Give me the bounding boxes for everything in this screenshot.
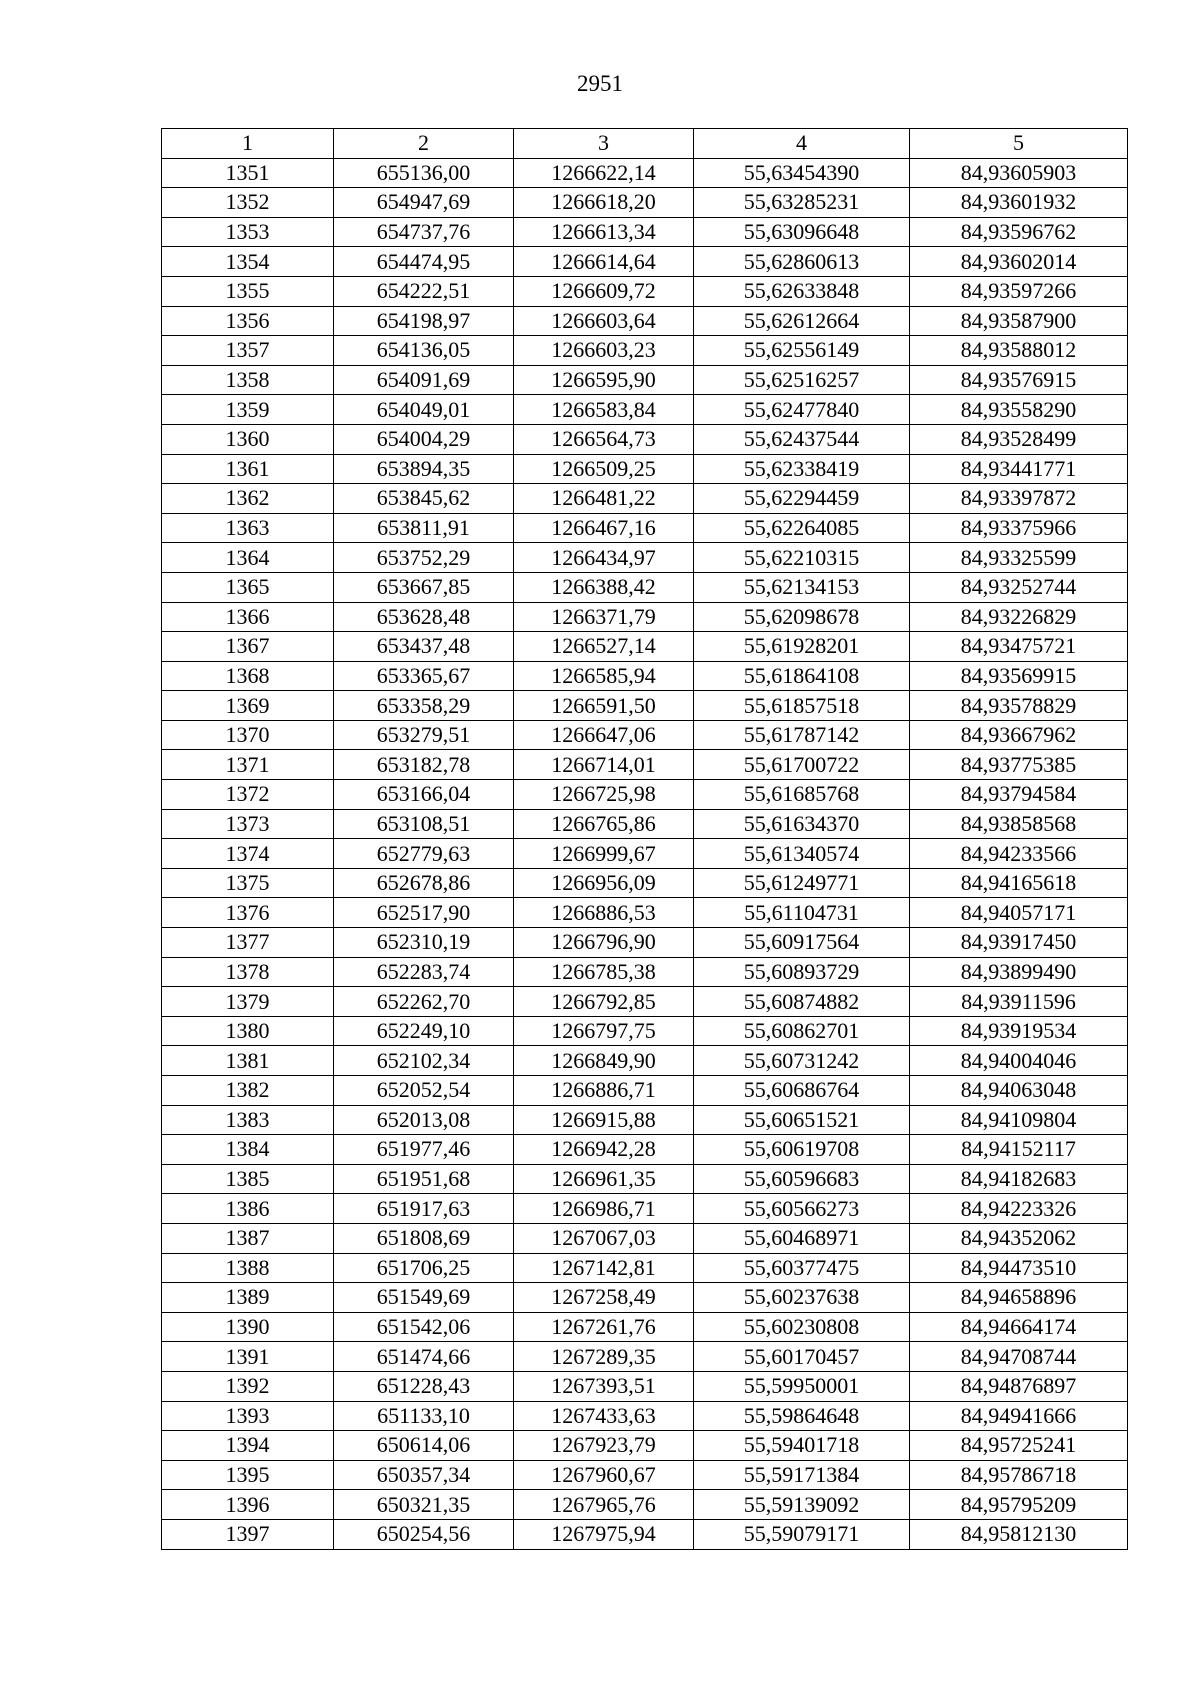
x-coordinate-cell: 653365,67 [334,661,514,691]
x-coordinate-cell: 652283,74 [334,957,514,987]
x-coordinate-cell: 651542,06 [334,1312,514,1342]
x-coordinate-cell: 653437,48 [334,632,514,662]
table-row [162,720,1128,750]
latitude-cell: 55,60651521 [694,1105,910,1135]
longitude-cell: 84,94165618 [910,868,1128,898]
coordinates-table [161,128,1128,1550]
x-coordinate-cell: 653358,29 [334,691,514,721]
column-header-3: 3 [514,129,694,159]
table-row [162,1490,1128,1520]
latitude-cell: 55,62860613 [694,247,910,277]
table-row [162,158,1128,188]
y-coordinate-cell: 1266583,84 [514,395,694,425]
latitude-cell: 55,61685768 [694,780,910,810]
longitude-cell: 84,95795209 [910,1490,1128,1520]
latitude-cell: 55,62294459 [694,484,910,514]
y-coordinate-cell: 1266595,90 [514,365,694,395]
latitude-cell: 55,61634370 [694,809,910,839]
latitude-cell: 55,62633848 [694,276,910,306]
table-row [162,1164,1128,1194]
x-coordinate-cell: 654947,69 [334,188,514,218]
latitude-cell: 55,61104731 [694,898,910,928]
latitude-cell: 55,61787142 [694,720,910,750]
point-number-cell: 1351 [162,158,334,188]
y-coordinate-cell: 1267923,79 [514,1431,694,1461]
y-coordinate-cell: 1267067,03 [514,1223,694,1253]
latitude-cell: 55,60468971 [694,1223,910,1253]
x-coordinate-cell: 655136,00 [334,158,514,188]
longitude-cell: 84,93475721 [910,632,1128,662]
table-row [162,484,1128,514]
point-number-cell: 1394 [162,1431,334,1461]
table-row [162,928,1128,958]
longitude-cell: 84,95786718 [910,1460,1128,1490]
table-row [162,780,1128,810]
latitude-cell: 55,61864108 [694,661,910,691]
y-coordinate-cell: 1267261,76 [514,1312,694,1342]
latitude-cell: 55,61700722 [694,750,910,780]
x-coordinate-cell: 652779,63 [334,839,514,869]
point-number-cell: 1353 [162,217,334,247]
longitude-cell: 84,93441771 [910,454,1128,484]
latitude-cell: 55,63285231 [694,188,910,218]
longitude-cell: 84,94063048 [910,1076,1128,1106]
longitude-cell: 84,93917450 [910,928,1128,958]
latitude-cell: 55,60893729 [694,957,910,987]
table-row [162,1342,1128,1372]
point-number-cell: 1379 [162,987,334,1017]
table-row [162,424,1128,454]
longitude-cell: 84,94233566 [910,839,1128,869]
x-coordinate-cell: 651951,68 [334,1164,514,1194]
y-coordinate-cell: 1266886,71 [514,1076,694,1106]
latitude-cell: 55,59950001 [694,1371,910,1401]
point-number-cell: 1362 [162,484,334,514]
latitude-cell: 55,60917564 [694,928,910,958]
table-row [162,691,1128,721]
point-number-cell: 1396 [162,1490,334,1520]
longitude-cell: 84,93558290 [910,395,1128,425]
y-coordinate-cell: 1266961,35 [514,1164,694,1194]
point-number-cell: 1383 [162,1105,334,1135]
point-number-cell: 1372 [162,780,334,810]
y-coordinate-cell: 1266986,71 [514,1194,694,1224]
latitude-cell: 55,62477840 [694,395,910,425]
longitude-cell: 84,93578829 [910,691,1128,721]
x-coordinate-cell: 650321,35 [334,1490,514,1520]
y-coordinate-cell: 1266585,94 [514,661,694,691]
table-row [162,1194,1128,1224]
latitude-cell: 55,62516257 [694,365,910,395]
x-coordinate-cell: 653108,51 [334,809,514,839]
y-coordinate-cell: 1266647,06 [514,720,694,750]
x-coordinate-cell: 651977,46 [334,1135,514,1165]
y-coordinate-cell: 1266564,73 [514,424,694,454]
y-coordinate-cell: 1266618,20 [514,188,694,218]
table-row [162,454,1128,484]
longitude-cell: 84,94109804 [910,1105,1128,1135]
x-coordinate-cell: 651808,69 [334,1223,514,1253]
column-header-5: 5 [910,129,1128,159]
point-number-cell: 1356 [162,306,334,336]
x-coordinate-cell: 651133,10 [334,1401,514,1431]
longitude-cell: 84,94664174 [910,1312,1128,1342]
x-coordinate-cell: 654004,29 [334,424,514,454]
y-coordinate-cell: 1266886,53 [514,898,694,928]
latitude-cell: 55,60377475 [694,1253,910,1283]
point-number-cell: 1370 [162,720,334,750]
latitude-cell: 55,60230808 [694,1312,910,1342]
point-number-cell: 1387 [162,1223,334,1253]
point-number-cell: 1358 [162,365,334,395]
latitude-cell: 55,62098678 [694,602,910,632]
point-number-cell: 1374 [162,839,334,869]
table-row [162,661,1128,691]
point-number-cell: 1369 [162,691,334,721]
x-coordinate-cell: 654049,01 [334,395,514,425]
x-coordinate-cell: 651474,66 [334,1342,514,1372]
latitude-cell: 55,60686764 [694,1076,910,1106]
latitude-cell: 55,62556149 [694,336,910,366]
point-number-cell: 1376 [162,898,334,928]
table-row [162,365,1128,395]
table-row [162,1253,1128,1283]
longitude-cell: 84,93596762 [910,217,1128,247]
x-coordinate-cell: 653279,51 [334,720,514,750]
table-row [162,1223,1128,1253]
latitude-cell: 55,60874882 [694,987,910,1017]
table-row [162,1431,1128,1461]
point-number-cell: 1384 [162,1135,334,1165]
column-header-4: 4 [694,129,910,159]
longitude-cell: 84,93226829 [910,602,1128,632]
longitude-cell: 84,93919534 [910,1016,1128,1046]
y-coordinate-cell: 1267142,81 [514,1253,694,1283]
x-coordinate-cell: 652013,08 [334,1105,514,1135]
y-coordinate-cell: 1267393,51 [514,1371,694,1401]
y-coordinate-cell: 1266792,85 [514,987,694,1017]
y-coordinate-cell: 1267960,67 [514,1460,694,1490]
longitude-cell: 84,94708744 [910,1342,1128,1372]
y-coordinate-cell: 1266388,42 [514,572,694,602]
point-number-cell: 1385 [162,1164,334,1194]
table-row [162,1105,1128,1135]
table-row [162,276,1128,306]
y-coordinate-cell: 1267975,94 [514,1519,694,1549]
table-row [162,809,1128,839]
y-coordinate-cell: 1266467,16 [514,513,694,543]
x-coordinate-cell: 651706,25 [334,1253,514,1283]
x-coordinate-cell: 651228,43 [334,1371,514,1401]
x-coordinate-cell: 652249,10 [334,1016,514,1046]
point-number-cell: 1371 [162,750,334,780]
point-number-cell: 1363 [162,513,334,543]
y-coordinate-cell: 1266609,72 [514,276,694,306]
y-coordinate-cell: 1266622,14 [514,158,694,188]
longitude-cell: 84,93899490 [910,957,1128,987]
y-coordinate-cell: 1266956,09 [514,868,694,898]
point-number-cell: 1359 [162,395,334,425]
x-coordinate-cell: 653667,85 [334,572,514,602]
longitude-cell: 84,93588012 [910,336,1128,366]
latitude-cell: 55,61249771 [694,868,910,898]
page-number: 2951 [577,71,623,96]
longitude-cell: 84,94876897 [910,1371,1128,1401]
table-row [162,1401,1128,1431]
table-row [162,632,1128,662]
table-row [162,247,1128,277]
x-coordinate-cell: 652678,86 [334,868,514,898]
latitude-cell: 55,60237638 [694,1283,910,1313]
table-row [162,572,1128,602]
x-coordinate-cell: 652052,54 [334,1076,514,1106]
x-coordinate-cell: 653182,78 [334,750,514,780]
latitude-cell: 55,60596683 [694,1164,910,1194]
y-coordinate-cell: 1266603,23 [514,336,694,366]
latitude-cell: 55,63454390 [694,158,910,188]
column-header-1: 1 [162,129,334,159]
table-row [162,957,1128,987]
y-coordinate-cell: 1266725,98 [514,780,694,810]
table-row [162,1460,1128,1490]
point-number-cell: 1392 [162,1371,334,1401]
y-coordinate-cell: 1266796,90 [514,928,694,958]
latitude-cell: 55,59864648 [694,1401,910,1431]
table-row [162,1312,1128,1342]
latitude-cell: 55,62612664 [694,306,910,336]
latitude-cell: 55,59401718 [694,1431,910,1461]
latitude-cell: 55,61928201 [694,632,910,662]
table-row [162,868,1128,898]
table-row [162,1371,1128,1401]
x-coordinate-cell: 650254,56 [334,1519,514,1549]
longitude-cell: 84,94473510 [910,1253,1128,1283]
latitude-cell: 55,62437544 [694,424,910,454]
table-row [162,306,1128,336]
x-coordinate-cell: 653894,35 [334,454,514,484]
y-coordinate-cell: 1266765,86 [514,809,694,839]
longitude-cell: 84,93587900 [910,306,1128,336]
point-number-cell: 1367 [162,632,334,662]
y-coordinate-cell: 1266714,01 [514,750,694,780]
longitude-cell: 84,93667962 [910,720,1128,750]
longitude-cell: 84,93325599 [910,543,1128,573]
longitude-cell: 84,94152117 [910,1135,1128,1165]
x-coordinate-cell: 654474,95 [334,247,514,277]
longitude-cell: 84,93858568 [910,809,1128,839]
table-row [162,188,1128,218]
latitude-cell: 55,61857518 [694,691,910,721]
point-number-cell: 1375 [162,868,334,898]
y-coordinate-cell: 1266942,28 [514,1135,694,1165]
point-number-cell: 1391 [162,1342,334,1372]
y-coordinate-cell: 1266785,38 [514,957,694,987]
y-coordinate-cell: 1266999,67 [514,839,694,869]
longitude-cell: 84,94182683 [910,1164,1128,1194]
point-number-cell: 1380 [162,1016,334,1046]
longitude-cell: 84,95725241 [910,1431,1128,1461]
point-number-cell: 1381 [162,1046,334,1076]
point-number-cell: 1388 [162,1253,334,1283]
longitude-cell: 84,93775385 [910,750,1128,780]
point-number-cell: 1390 [162,1312,334,1342]
latitude-cell: 55,59139092 [694,1490,910,1520]
y-coordinate-cell: 1266481,22 [514,484,694,514]
latitude-cell: 55,60862701 [694,1016,910,1046]
y-coordinate-cell: 1266613,34 [514,217,694,247]
x-coordinate-cell: 654222,51 [334,276,514,306]
y-coordinate-cell: 1267289,35 [514,1342,694,1372]
point-number-cell: 1368 [162,661,334,691]
table-row [162,750,1128,780]
table-row [162,336,1128,366]
longitude-cell: 84,94057171 [910,898,1128,928]
table-body [162,158,1128,1549]
table-row [162,1135,1128,1165]
latitude-cell: 55,62264085 [694,513,910,543]
x-coordinate-cell: 651917,63 [334,1194,514,1224]
y-coordinate-cell: 1266509,25 [514,454,694,484]
y-coordinate-cell: 1266603,64 [514,306,694,336]
longitude-cell: 84,95812130 [910,1519,1128,1549]
latitude-cell: 55,60566273 [694,1194,910,1224]
table-row [162,395,1128,425]
point-number-cell: 1361 [162,454,334,484]
x-coordinate-cell: 653811,91 [334,513,514,543]
table-row [162,1016,1128,1046]
table-row [162,602,1128,632]
x-coordinate-cell: 652262,70 [334,987,514,1017]
table-row [162,1519,1128,1549]
table-row [162,1076,1128,1106]
point-number-cell: 1364 [162,543,334,573]
x-coordinate-cell: 653752,29 [334,543,514,573]
longitude-cell: 84,94658896 [910,1283,1128,1313]
point-number-cell: 1366 [162,602,334,632]
point-number-cell: 1377 [162,928,334,958]
table-row [162,898,1128,928]
point-number-cell: 1354 [162,247,334,277]
x-coordinate-cell: 652310,19 [334,928,514,958]
point-number-cell: 1386 [162,1194,334,1224]
y-coordinate-cell: 1266434,97 [514,543,694,573]
x-coordinate-cell: 652517,90 [334,898,514,928]
x-coordinate-cell: 651549,69 [334,1283,514,1313]
point-number-cell: 1373 [162,809,334,839]
table-row [162,217,1128,247]
y-coordinate-cell: 1267258,49 [514,1283,694,1313]
x-coordinate-cell: 653845,62 [334,484,514,514]
point-number-cell: 1389 [162,1283,334,1313]
latitude-cell: 55,63096648 [694,217,910,247]
y-coordinate-cell: 1266371,79 [514,602,694,632]
table-row [162,513,1128,543]
point-number-cell: 1395 [162,1460,334,1490]
longitude-cell: 84,93602014 [910,247,1128,277]
y-coordinate-cell: 1266614,64 [514,247,694,277]
longitude-cell: 84,93397872 [910,484,1128,514]
latitude-cell: 55,62210315 [694,543,910,573]
x-coordinate-cell: 654737,76 [334,217,514,247]
table-row [162,1283,1128,1313]
latitude-cell: 55,61340574 [694,839,910,869]
longitude-cell: 84,93601932 [910,188,1128,218]
x-coordinate-cell: 654198,97 [334,306,514,336]
point-number-cell: 1365 [162,572,334,602]
point-number-cell: 1378 [162,957,334,987]
longitude-cell: 84,93597266 [910,276,1128,306]
longitude-cell: 84,93576915 [910,365,1128,395]
x-coordinate-cell: 652102,34 [334,1046,514,1076]
latitude-cell: 55,60731242 [694,1046,910,1076]
latitude-cell: 55,60170457 [694,1342,910,1372]
latitude-cell: 55,60619708 [694,1135,910,1165]
longitude-cell: 84,94223326 [910,1194,1128,1224]
y-coordinate-cell: 1266591,50 [514,691,694,721]
longitude-cell: 84,93569915 [910,661,1128,691]
x-coordinate-cell: 654091,69 [334,365,514,395]
longitude-cell: 84,94004046 [910,1046,1128,1076]
latitude-cell: 55,59171384 [694,1460,910,1490]
y-coordinate-cell: 1266849,90 [514,1046,694,1076]
point-number-cell: 1357 [162,336,334,366]
table-row [162,543,1128,573]
table-header-row [162,129,1128,159]
latitude-cell: 55,62134153 [694,572,910,602]
longitude-cell: 84,93911596 [910,987,1128,1017]
x-coordinate-cell: 653166,04 [334,780,514,810]
latitude-cell: 55,62338419 [694,454,910,484]
latitude-cell: 55,59079171 [694,1519,910,1549]
y-coordinate-cell: 1266915,88 [514,1105,694,1135]
table-row [162,987,1128,1017]
longitude-cell: 84,93252744 [910,572,1128,602]
point-number-cell: 1360 [162,424,334,454]
point-number-cell: 1393 [162,1401,334,1431]
longitude-cell: 84,93605903 [910,158,1128,188]
y-coordinate-cell: 1266797,75 [514,1016,694,1046]
longitude-cell: 84,94941666 [910,1401,1128,1431]
point-number-cell: 1355 [162,276,334,306]
longitude-cell: 84,93794584 [910,780,1128,810]
longitude-cell: 84,93528499 [910,424,1128,454]
point-number-cell: 1352 [162,188,334,218]
x-coordinate-cell: 650357,34 [334,1460,514,1490]
y-coordinate-cell: 1267965,76 [514,1490,694,1520]
longitude-cell: 84,94352062 [910,1223,1128,1253]
table-row [162,1046,1128,1076]
x-coordinate-cell: 653628,48 [334,602,514,632]
table-row [162,839,1128,869]
x-coordinate-cell: 654136,05 [334,336,514,366]
point-number-cell: 1397 [162,1519,334,1549]
y-coordinate-cell: 1267433,63 [514,1401,694,1431]
longitude-cell: 84,93375966 [910,513,1128,543]
point-number-cell: 1382 [162,1076,334,1106]
column-header-2: 2 [334,129,514,159]
y-coordinate-cell: 1266527,14 [514,632,694,662]
x-coordinate-cell: 650614,06 [334,1431,514,1461]
